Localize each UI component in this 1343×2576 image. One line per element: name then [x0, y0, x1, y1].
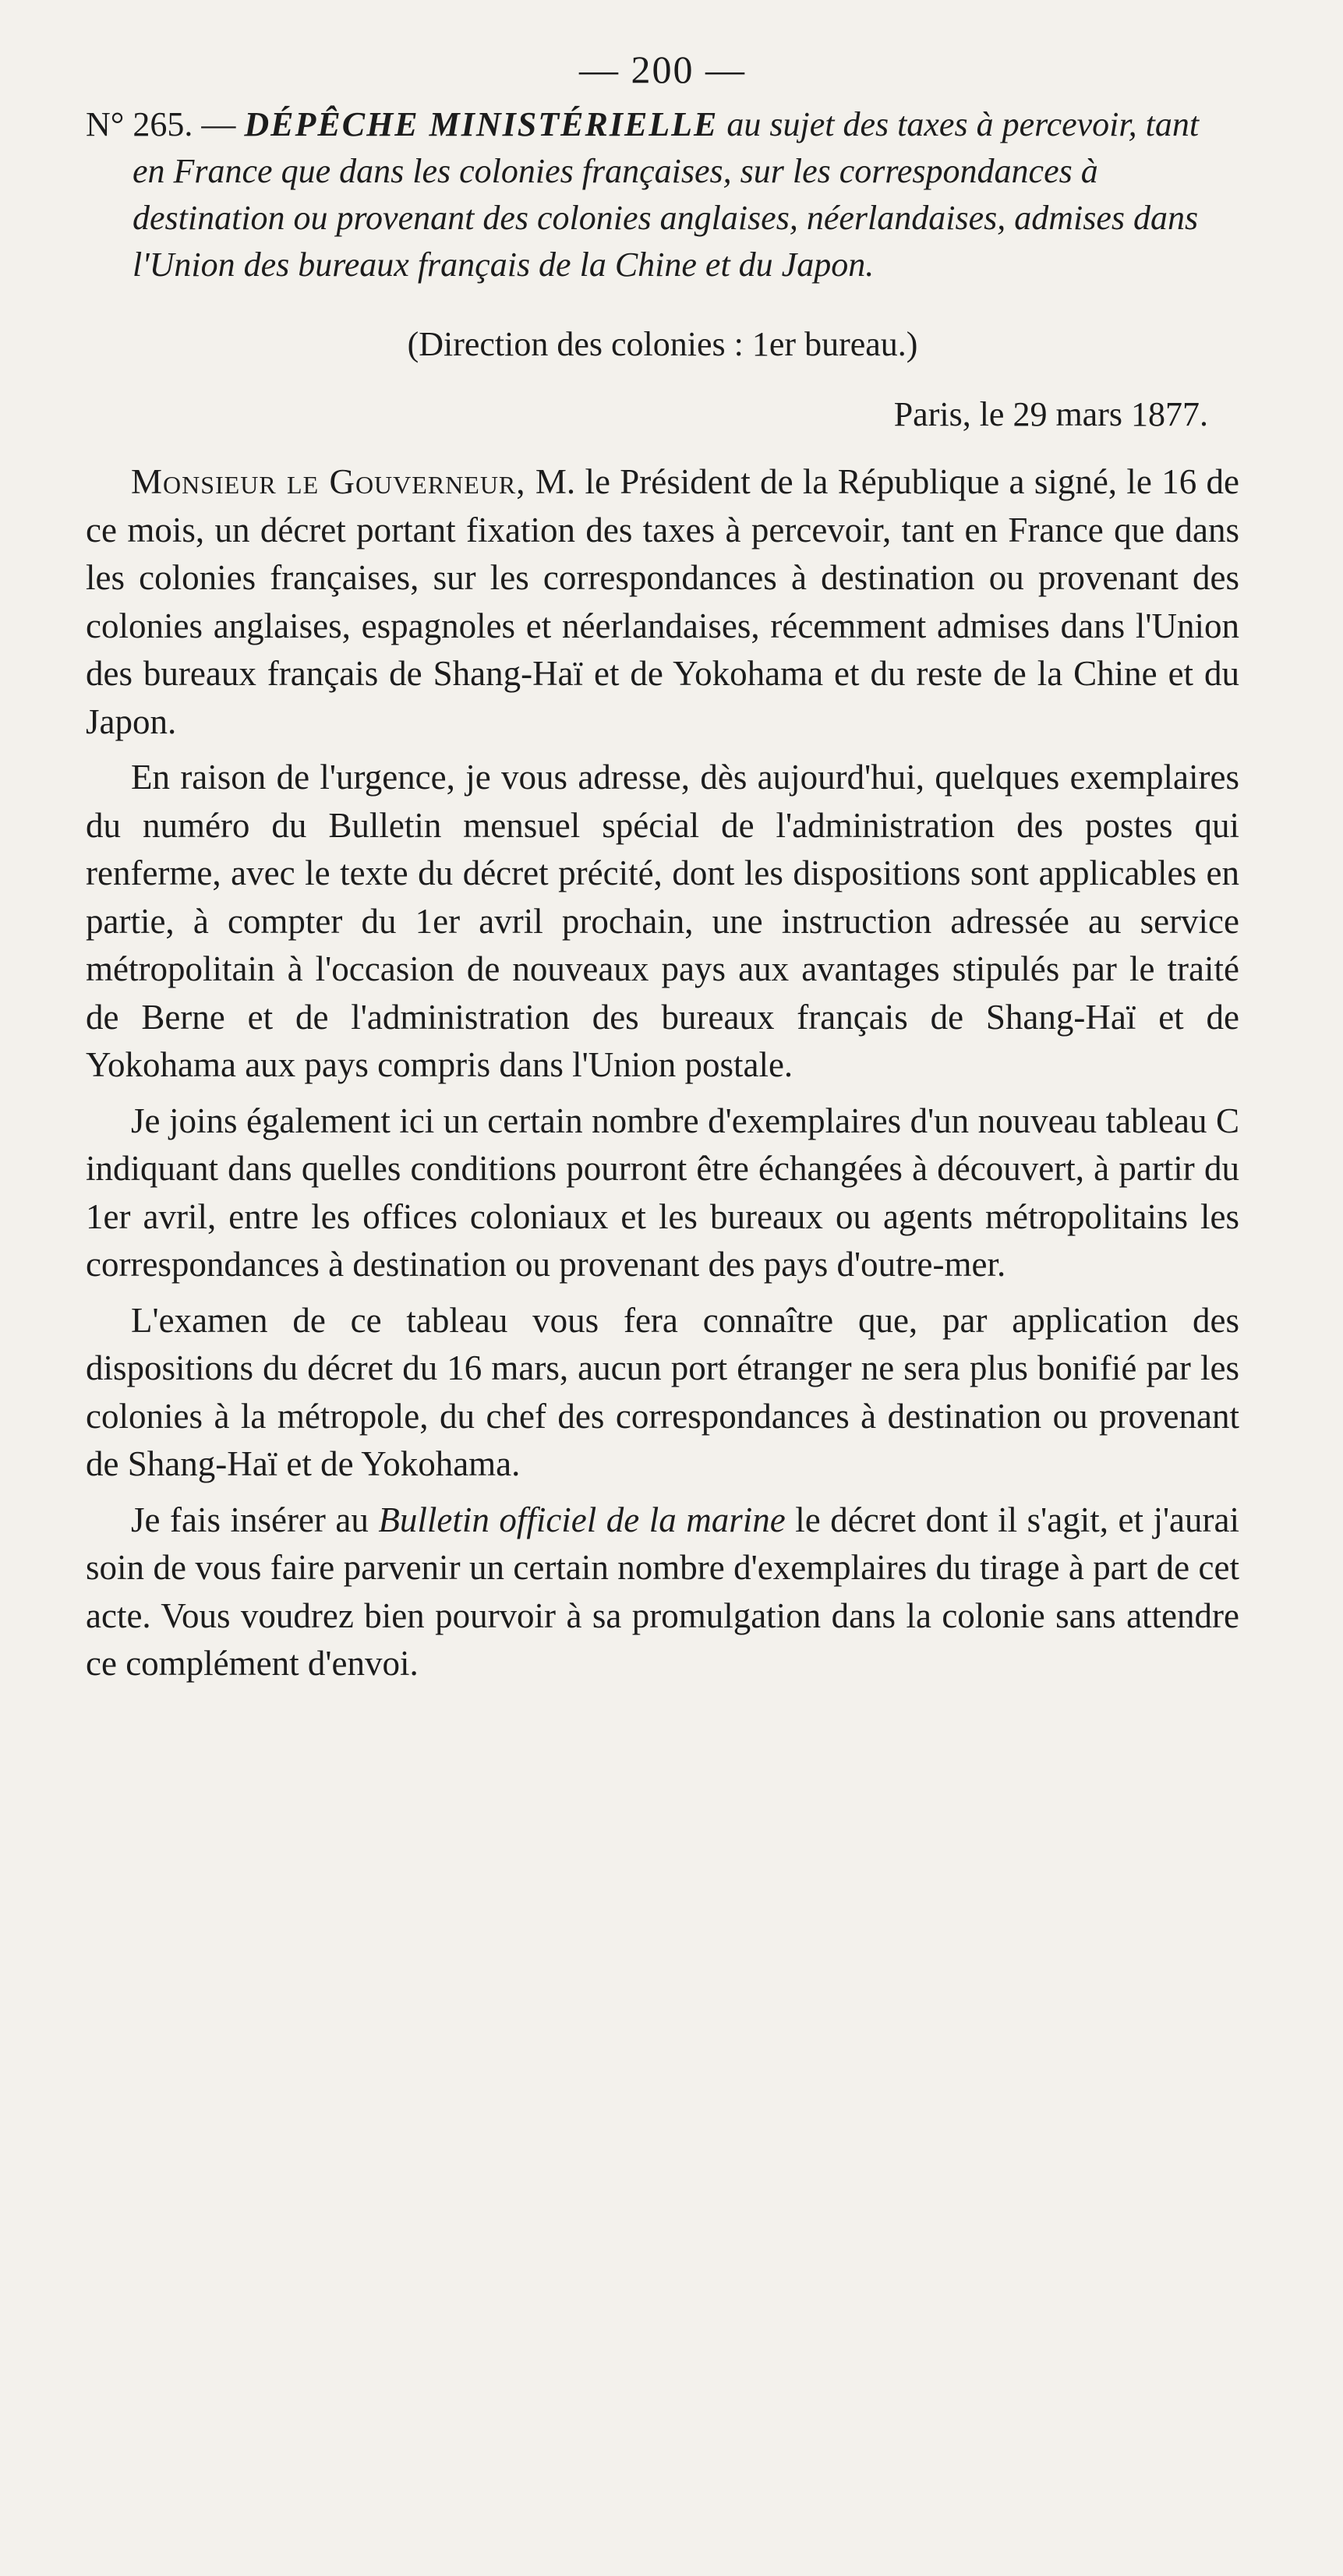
paragraph-5-rest: le décret dont il s'agit, et j'aurai soin de vous faire parvenir un certain nombre d'exemplaires du tirage à part de cet acte. Vous voudrez bien pourvoir à sa promulgation dans la colonie sans attendre ce complément d'envoi.: [86, 1500, 1239, 1683]
paragraph-1: [86, 458, 1239, 746]
paragraph-5: [86, 1496, 1239, 1688]
dispatch-title: DÉPÊCHE MINISTÉRIELLE: [244, 105, 719, 143]
dateline: Paris, le 29 mars 1877.: [893, 395, 1208, 433]
dispatch-subject: au sujet des taxes à percevoir, tant en France que dans les colonies françaises, sur les correspondances à destination ou provenant des colonies anglaises, néerlandaises, admises dans l'Union des bureaux français de la Chine et du Japon.: [133, 105, 1200, 284]
paragraph-3: Je joins également ici un certain nombre d'exemplaires d'un nouveau tableau C indiquant dans quelles conditions pourront être échangées à découvert, à partir du 1er avril, entre les offices coloniaux et les bureaux ou agents métropolitains les correspondances à destination ou provenant des pays d'outre-mer.: [86, 1101, 1239, 1284]
document-page: [86, 47, 1239, 1696]
paragraph-4: L'examen de ce tableau vous fera connaître que, par application des dispositions du décret du 16 mars, aucun port étranger ne sera plus bonifié par les colonies à la métropole, du chef des correspondances à destination ou provenant de Shang-Haï et de Yokohama.: [86, 1300, 1239, 1483]
paragraph-1-text: M. le Président de la République a signé, le 16 de ce mois, un décret portant fixation des taxes à percevoir, tant en France que dans les colonies françaises, sur les correspondances à destination ou provenant des colonies anglaises, espagnoles et néerlandaises, récemment admises dans l'Union des bureaux français de Shang-Haï et de Yokohama et du reste de la Chine et du Japon.: [86, 462, 1240, 741]
paragraph-2: En raison de l'urgence, je vous adresse, dès aujourd'hui, quelques exemplaires du numéro du Bulletin mensuel spécial de l'administration des postes qui renferme, avec le texte du décret précité, dont les dispositions sont applicables en partie, à compter du 1er avril prochain, une instruction adressée au service métropolitain à l'occasion de nouveaux pays aux avantages stipulés par le traité de Berne et de l'administration des bureaux français de Shang-Haï et de Yokohama aux pays compris dans l'Union postale.: [86, 758, 1239, 1084]
paragraph-5-start: Je fais insérer au: [131, 1500, 369, 1539]
salutation: Monsieur le Gouverneur,: [131, 462, 526, 501]
direction-line: (Direction des colonies : 1er bureau.): [407, 325, 918, 363]
dispatch-heading: [86, 101, 1239, 288]
bulletin-title: Bulletin officiel de la marine: [378, 1500, 786, 1539]
dispatch-number: N° 265. —: [86, 105, 236, 143]
page-number: — 200 —: [579, 48, 746, 91]
